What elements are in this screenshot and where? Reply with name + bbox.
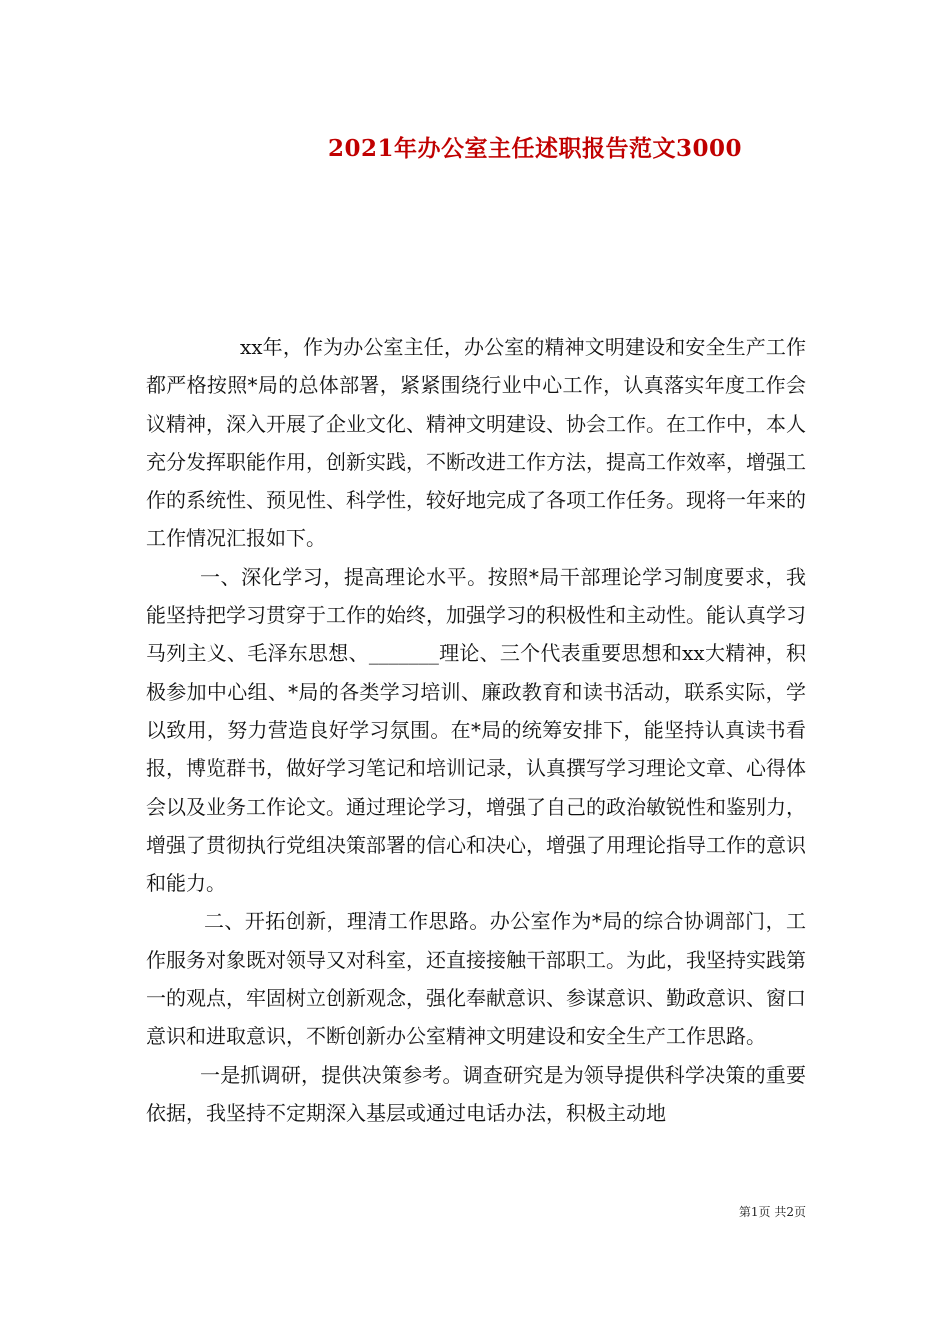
paragraph-intro: xx年，作为办公室主任，办公室的精神文明建设和安全生产工作都严格按照*局的总体部署，紧紧围绕行业中心工作，认真落实年度工作会议精神，深入开展了企业文化、精神文明建设、协会工作。在工作中，本人充分发挥职能作用，创新实践，不断改进工作方法，提高工作效率，增强工作的系统性、预见性、科学性，较好地完成了各项工作任务。现将一年来的工作情况汇报如下。 bbox=[146, 335, 806, 551]
paragraph-research: 一是抓调研，提供决策参考。调查研究是为领导提供科学决策的重要依据，我坚持不定期深入基层或通过电话办法，积极主动地 bbox=[146, 1062, 806, 1125]
paragraph-study: 一、深化学习，提高理论水平。按照*局干部理论学习制度要求，我能坚持把学习贯穿于工作的始终，加强学习的积极性和主动性。能认真学习马列主义、毛泽东思想、_______理论、三个代表重要思想和xx大精神，积极参加中心组、*局的各类学习培训、廉政教育和读书活动，联系实际，学以致用，努力营造良好学习氛围。在*局的统筹安排下，能坚持认真读书看报，博览群书，做好学习笔记和培训记录，认真撰写学习理论文章、心得体会以及业务工作论文。通过理论学习，增强了自己的政治敏锐性和鉴别力，增强了贯彻执行党组决策部署的信心和决心，增强了用理论指导工作的意识和能力。 bbox=[146, 564, 806, 896]
document-body bbox=[146, 328, 806, 1132]
paragraph-innovation: 二、开拓创新，理清工作思路。办公室作为*局的综合协调部门，工作服务对象既对领导又对科室，还直接接触干部职工。为此，我坚持实践第一的观点，牢固树立创新观念，强化奉献意识、参谋意识、勤政意识、窗口意识和进取意识，不断创新办公室精神文明建设和安全生产工作思路。 bbox=[146, 909, 806, 1049]
document-title: 2021年办公室主任述职报告范文3000 bbox=[327, 135, 743, 162]
page-number: 第1页 共2页 bbox=[738, 1205, 806, 1219]
